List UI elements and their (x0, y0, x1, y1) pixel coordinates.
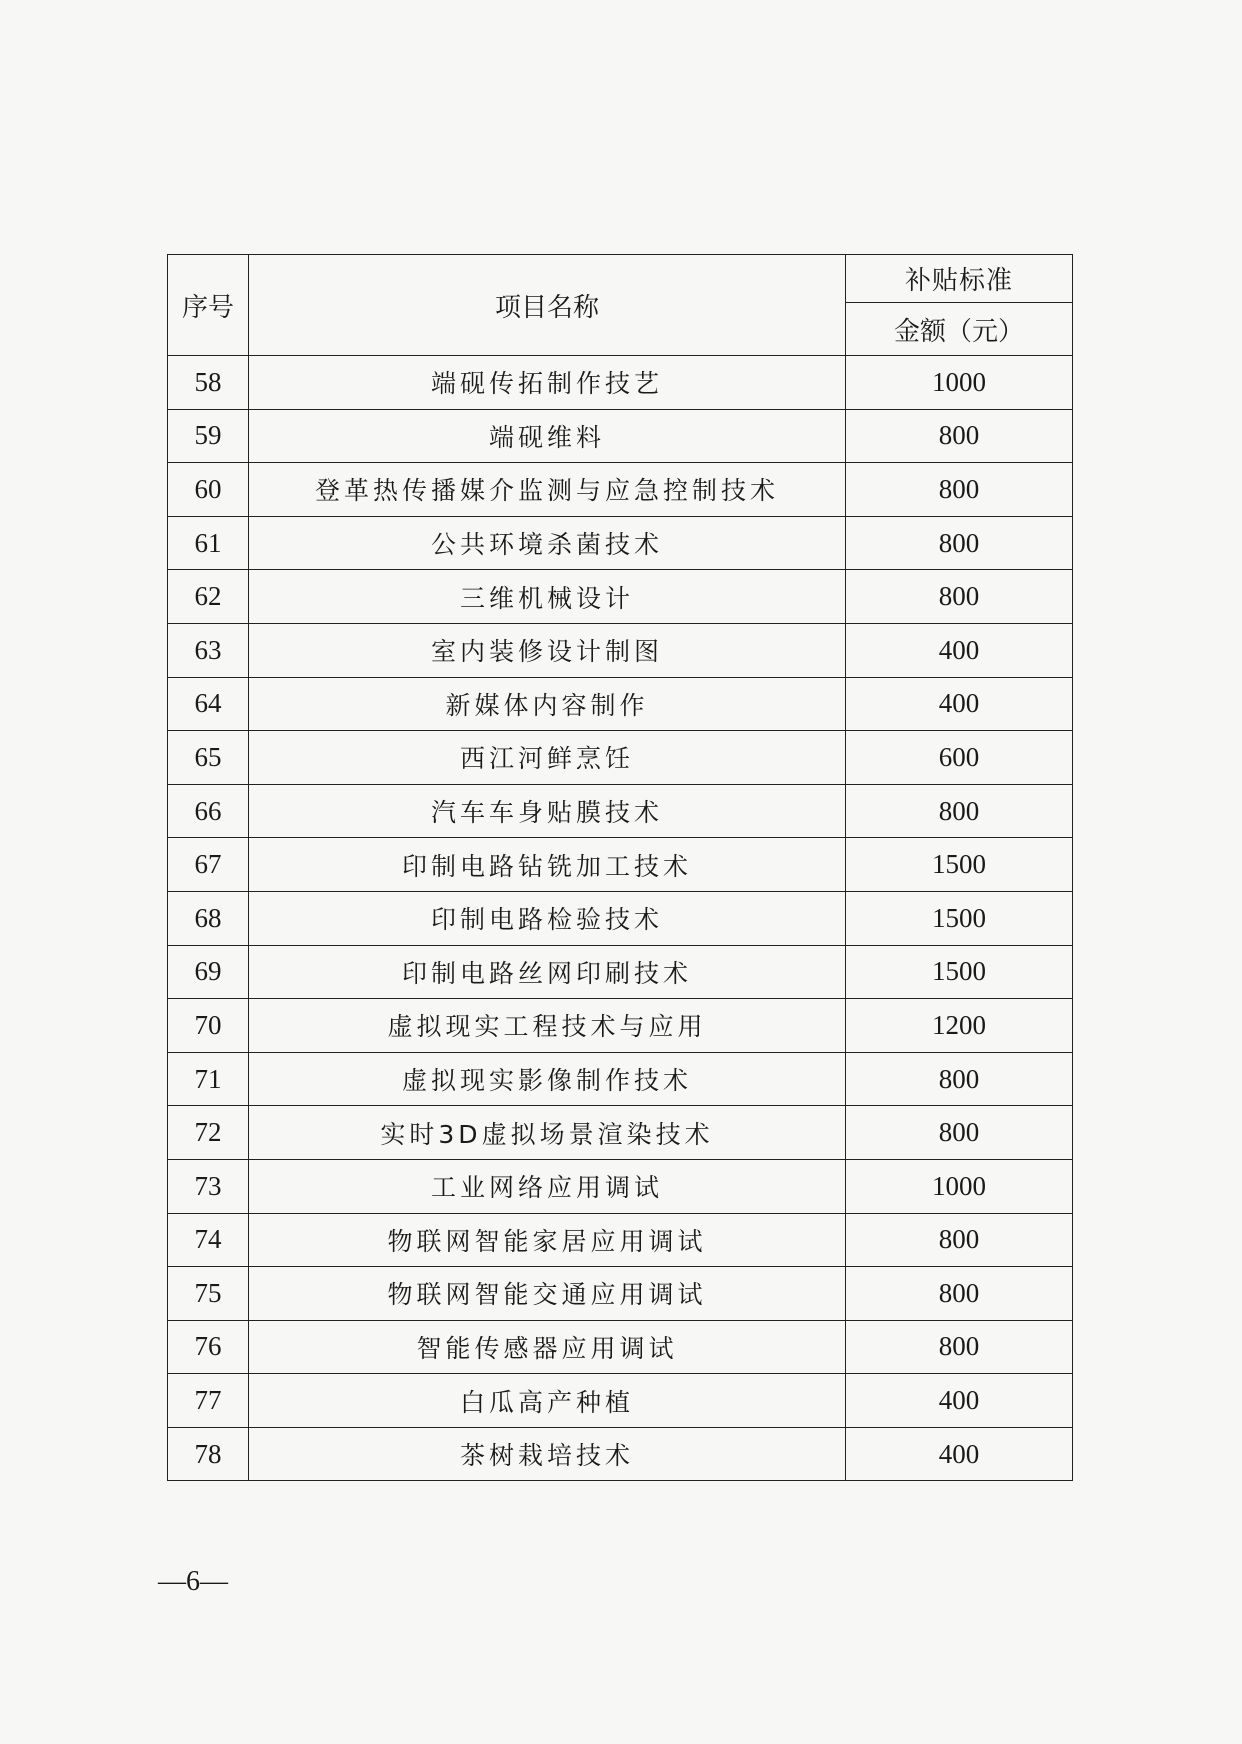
project-name-cell: 印制电路检验技术 (249, 891, 846, 945)
table-row (168, 1213, 1073, 1267)
serial-number-cell: 60 (168, 463, 249, 517)
table-row (168, 570, 1073, 624)
table-row (168, 356, 1073, 410)
project-name-cell: 三维机械设计 (249, 570, 846, 624)
serial-number-cell: 76 (168, 1320, 249, 1374)
amount-cell: 400 (846, 677, 1073, 731)
serial-number-cell: 68 (168, 891, 249, 945)
table-row (168, 999, 1073, 1053)
serial-number-cell: 73 (168, 1159, 249, 1213)
amount-cell: 800 (846, 784, 1073, 838)
table-body (168, 356, 1073, 1481)
serial-number-cell: 64 (168, 677, 249, 731)
project-name-cell: 公共环境杀菌技术 (249, 516, 846, 570)
amount-cell: 800 (846, 1052, 1073, 1106)
project-name-cell: 实时3D虚拟场景渲染技术 (249, 1106, 846, 1160)
serial-number-cell: 70 (168, 999, 249, 1053)
amount-cell: 400 (846, 1427, 1073, 1481)
serial-number-cell: 61 (168, 516, 249, 570)
serial-number-cell: 74 (168, 1213, 249, 1267)
table-row (168, 945, 1073, 999)
project-name-cell: 端砚传拓制作技艺 (249, 356, 846, 410)
serial-number-cell: 66 (168, 784, 249, 838)
amount-cell: 800 (846, 1267, 1073, 1321)
table-row (168, 838, 1073, 892)
serial-number-cell: 62 (168, 570, 249, 624)
table-row (168, 409, 1073, 463)
table-row (168, 1106, 1073, 1160)
amount-cell: 800 (846, 570, 1073, 624)
amount-cell: 600 (846, 731, 1073, 785)
header-subsidy-standard: 补贴标准 (846, 255, 1073, 303)
serial-number-cell: 75 (168, 1267, 249, 1321)
project-name-cell: 物联网智能交通应用调试 (249, 1267, 846, 1321)
header-serial-number: 序号 (168, 255, 249, 356)
table-row (168, 784, 1073, 838)
project-name-cell: 登革热传播媒介监测与应急控制技术 (249, 463, 846, 517)
table-row (168, 1320, 1073, 1374)
table-header-row (168, 255, 1073, 303)
amount-cell: 1500 (846, 945, 1073, 999)
amount-cell: 1000 (846, 1159, 1073, 1213)
serial-number-cell: 72 (168, 1106, 249, 1160)
project-name-cell: 物联网智能家居应用调试 (249, 1213, 846, 1267)
amount-cell: 800 (846, 463, 1073, 517)
project-name-cell: 新媒体内容制作 (249, 677, 846, 731)
amount-cell: 1200 (846, 999, 1073, 1053)
project-name-cell: 印制电路钻铣加工技术 (249, 838, 846, 892)
table-row (168, 677, 1073, 731)
project-name-cell: 室内装修设计制图 (249, 623, 846, 677)
table-row (168, 1374, 1073, 1428)
serial-number-cell: 78 (168, 1427, 249, 1481)
project-name-cell: 智能传感器应用调试 (249, 1320, 846, 1374)
amount-cell: 1500 (846, 838, 1073, 892)
table-row (168, 463, 1073, 517)
table-row (168, 731, 1073, 785)
serial-number-cell: 77 (168, 1374, 249, 1428)
project-name-cell: 汽车车身贴膜技术 (249, 784, 846, 838)
table-row (168, 891, 1073, 945)
project-name-cell: 虚拟现实工程技术与应用 (249, 999, 846, 1053)
serial-number-cell: 59 (168, 409, 249, 463)
table-row (168, 1159, 1073, 1213)
project-name-cell: 白瓜高产种植 (249, 1374, 846, 1428)
serial-number-cell: 58 (168, 356, 249, 410)
project-name-cell: 端砚维料 (249, 409, 846, 463)
header-project-name: 项目名称 (249, 255, 846, 356)
project-name-cell: 印制电路丝网印刷技术 (249, 945, 846, 999)
amount-cell: 800 (846, 409, 1073, 463)
project-name-cell: 虚拟现实影像制作技术 (249, 1052, 846, 1106)
serial-number-cell: 67 (168, 838, 249, 892)
project-name-cell: 茶树栽培技术 (249, 1427, 846, 1481)
project-name-cell: 西江河鲜烹饪 (249, 731, 846, 785)
serial-number-cell: 71 (168, 1052, 249, 1106)
amount-cell: 400 (846, 1374, 1073, 1428)
amount-cell: 800 (846, 1106, 1073, 1160)
serial-number-cell: 63 (168, 623, 249, 677)
amount-cell: 800 (846, 516, 1073, 570)
header-amount: 金额（元） (846, 303, 1073, 356)
subsidy-table (167, 254, 1073, 1481)
project-name-cell: 工业网络应用调试 (249, 1159, 846, 1213)
table-row (168, 623, 1073, 677)
amount-cell: 800 (846, 1213, 1073, 1267)
page-number: —6— (158, 1566, 228, 1597)
amount-cell: 1500 (846, 891, 1073, 945)
serial-number-cell: 65 (168, 731, 249, 785)
amount-cell: 400 (846, 623, 1073, 677)
amount-cell: 800 (846, 1320, 1073, 1374)
serial-number-cell: 69 (168, 945, 249, 999)
table-row (168, 1052, 1073, 1106)
table-row (168, 516, 1073, 570)
table-row (168, 1427, 1073, 1481)
amount-cell: 1000 (846, 356, 1073, 410)
table-row (168, 1267, 1073, 1321)
